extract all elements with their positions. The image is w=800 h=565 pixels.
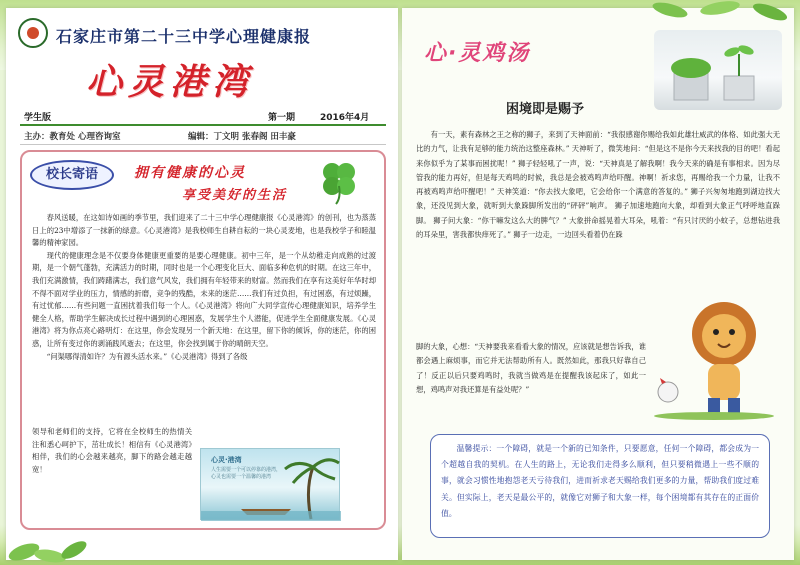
top-leaves-decoration-icon	[640, 0, 800, 30]
date-label: 2016年4月	[320, 113, 370, 123]
principal-article-body	[32, 212, 376, 363]
harbor-photo	[200, 448, 340, 520]
slogan-line-2: 享受美好的生活	[182, 188, 288, 203]
issue-label: 第一期	[268, 113, 296, 123]
principal-badge: 校长寄语	[30, 160, 114, 190]
masthead	[18, 16, 388, 56]
plant-pot-icon	[654, 30, 782, 110]
story-paragraph: 有一天，素有森林之王之称的狮子，来到了天神面前：“我很感谢你赐给我如此雄壮威武的体格、如此强大无比的力气，让我有足够的能力统治这整座森林。” 天神听了，微笑地问：“但是这不是你今天来找我的目的吧！看起来你似乎为了某事而困扰呢！” 狮子轻轻吼了一声，说：“天神真是了解我啊！我今天来的确是有事相求。因为尽管我的能力再好，但是每天鸡鸣的时候，我总是会被鸡鸣声给吓醒。神啊！祈求您，再赐给我一个力量，让我不再被鸡鸣声给吓醒吧！” 天神笑道：“你去找大象吧，它会给你一个满意的答复的。” 狮子兴匆匆地跑到湖边找大象，还没见到大象，就听到大象跺脚所发出的“砰砰”响声。 狮子加速地跑向大象，却看到大象正气呼呼地直跺脚。 狮子问大象：“你干嘛发这么大的脾气？” 大象拼命摇晃着大耳朵，吼着：“有只讨厌的小蚊子，总想钻进我的耳朵里，害我都快痒死了。” 狮子一边走，一边回头看着仍在跺	[416, 130, 780, 240]
left-page	[6, 8, 398, 560]
right-page	[402, 8, 794, 560]
school-logo-icon	[18, 18, 48, 48]
header-rule	[20, 124, 386, 126]
sponsor-label: 主办：教育处 心理咨询室	[24, 132, 121, 142]
article-tail: 领导和老师们的支持，它将在全校师生的热情关注和悉心呵护下，茁壮成长！相信有《心灵港湾》相伴，我们的心会越来越亮，脚下的路会越走越宽！	[32, 427, 192, 474]
tip-box: 温馨提示：一个障碍，就是一个新的已知条件，只要愿意，任何一个障碍，都会成为一个超越自我的契机。在人生的路上，无论我们走得多么顺利，但只要稍微遇上一些不顺的事，就会习惯性地抱怨老天亏待我们，进而祈求老天赐给我们更多的力量，帮助我们度过难关。但实际上，老天是最公平的，就像它对狮子和大象一样，每个困境都有其存在的正面价值。	[430, 434, 770, 538]
lion-cartoon-icon	[646, 290, 782, 420]
section-title: 心·灵鸡汤	[424, 41, 531, 66]
photo-subcaption: 人生需要一个可以停靠的港湾，心灵也需要一个温馨的港湾	[211, 467, 282, 480]
principal-article	[20, 150, 386, 530]
photo-caption: 心灵·港湾	[211, 456, 242, 464]
edition-label: 学生版	[24, 113, 52, 123]
sponsor-row	[20, 129, 386, 143]
slogan-line-1: 拥有健康的心灵	[134, 165, 246, 181]
article-paragraph: 现代的健康理念是不仅要身体健康更重要的是要心理健康。初中三年，是一个从幼稚走向成熟的过渡期，是一个朝气蓬勃，充满活力的时期，同时也是一个心理变化巨大、面临多种危机的时期。在这三年中，我们充满激情，我们踌躇满志，我们意气风发，我们拥有年轻带来的财富。然而我们在享有这美好年华时却不得不面对学业的压力，情感的折磨，竞争的残酷，未来的迷茫……我们有过负担，有过困惑，有过烦躁，有过忧郁……有些问题一直困扰着我们每一个人。《心灵港湾》将向广大同学宣传心理健康知识，培养学生健全人格，帮助学生解决成长过程中遇到的心理困惑，发展学生个人潜能，促进学生全面健康发展。《心灵港湾》将为你点亮心路明灯：在这里，你会发现另一个新天地：在这里，留下你的倾诉，你的迷茫，你的困惑，让所有变过你的剥涌践风逝去；在这里，你会找到属于你的晴朗天空。	[32, 250, 376, 348]
paper-name: 心灵港湾	[86, 62, 255, 103]
story-title: 困境即是赐予	[506, 102, 585, 117]
article-paragraph: 春风送暖，在这如诗如画的季节里，我们迎来了二十三中学心理健康报《心灵港湾》的创刊，也为蒸蒸日上的23中增添了一抹新的绿意。《心灵港湾》是我校师生自耕自耘的一块心灵麦地，也是我校学子和睦温馨的精神家园。	[32, 213, 376, 248]
sponsor-rule	[20, 144, 386, 145]
edition-row	[20, 108, 386, 124]
plant-photo	[654, 30, 782, 110]
story-tail: 脚的大象，心想：“天神要我来看看大象的情况，应该就是想告诉我，谁都会遇上麻烦事，而它并无法帮助所有人。既然如此，那我只好靠自己了！反正以后只要鸡鸣时，我就当做鸡是在提醒我该起床了，如此一想，鸡鸣声对我还算是有益处呢？”	[416, 342, 646, 394]
palm-tree-icon	[201, 449, 341, 521]
school-paper-title: 石家庄市第二十三中学心理健康报	[56, 27, 312, 46]
clover-icon	[314, 156, 364, 206]
editors-label: 编辑：丁文明 张春阁 田丰豪	[188, 132, 296, 142]
story-body	[416, 128, 780, 242]
article-paragraph: “问渠哪得清如许？为有源头活水来。”《心灵港湾》得到了各级	[46, 351, 248, 361]
leaves-decoration-icon	[6, 528, 96, 564]
